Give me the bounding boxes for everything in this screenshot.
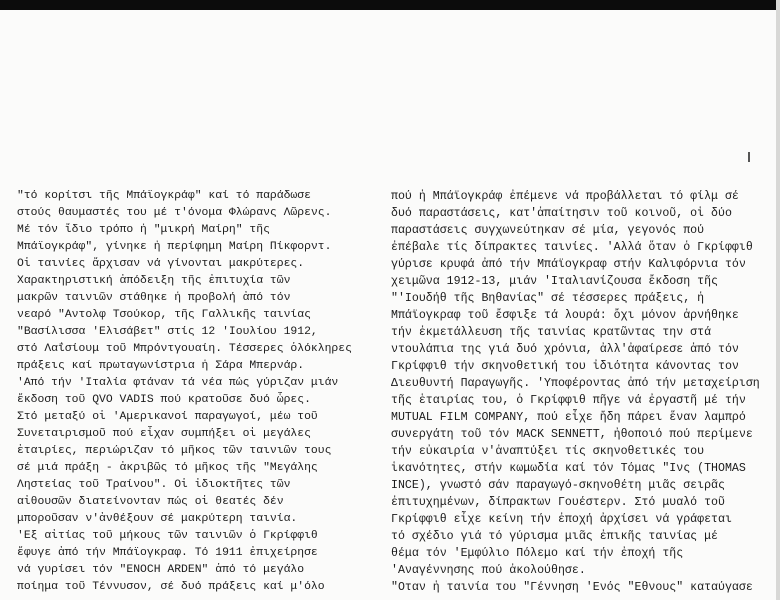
- text-line: Μπάϊογκράφ", γίνηκε ἡ περίφημη Μαίρη Πίκφορντ.: [17, 241, 332, 253]
- text-line: νά γυρίσει τόν "ENOCH ARDEN" ἀπό τό μεγάλο: [17, 564, 305, 576]
- text-line: ποίημα τοῦ Τέννυσον, σέ δυό πράξεις καί μ'όλο: [17, 581, 325, 593]
- text-line: στό Λαΐσίουμ τοῦ Μπρόντγουαίη. Τέσσερες ὁλόκληρες: [17, 343, 352, 355]
- text-line: τήν εὐκαιρία ν'ἀναπτύξει τίς σκηνοθετικές του: [391, 445, 705, 458]
- text-line: Ληστείας τοῦ Τραίνου". Οἱ ἰδιοκτῆτες τῶν: [17, 479, 291, 491]
- text-line: Γκρίφφιθ τήν σκηνοθετική του ἰδιότητα κάνοντας τον: [391, 360, 739, 373]
- text-line: Μέ τόν ἴδιο τρόπο ἡ "μικρή Μαίρη" τῆς: [17, 224, 270, 236]
- text-line: δυό παραστάσεις, κατ'ἀπαίτησιν τοῦ κοινοῦ, οἱ δύο: [391, 207, 732, 220]
- text-line: σέ μιά πράξη - ἀκριβῶς τό μῆκος τῆς "Μεγάλης: [17, 462, 318, 474]
- text-line: ἐπέβαλε τίς δίπρακτες ταινίες. 'Αλλά ὅταν ὁ Γκρίφφιθ: [391, 241, 753, 254]
- text-line: αἰθουσῶν διατείνονταν πώς οἱ θεατές δέν: [17, 496, 284, 508]
- scan-top-border: [0, 0, 780, 10]
- text-line: νεαρό "Αντολφ Τσούκορ, τῆς Γαλλικῆς ταινίας: [17, 309, 311, 321]
- page-right-edge: [776, 0, 780, 600]
- text-line: πού ἡ Μπάϊογκράφ ἐπέμενε νά προβάλλεται τό φίλμ σέ: [391, 190, 739, 203]
- text-line: τῆς ἑταιρίας του, ὁ Γκρίφφιθ πῆγε νά ἐργαστῆ μέ τήν: [391, 394, 746, 407]
- text-line: τήν ἐκμετάλλευση τῆς ταινίας κρατῶντας την στά: [391, 326, 712, 339]
- text-line: 'Εξ αἰτίας τοῦ μήκους τῶν ταινιῶν ὁ Γκρίφφιθ: [17, 530, 318, 542]
- text-line: "Βασίλισσα 'Ελισάβετ" στίς 12 'Ιουλίου 1912,: [17, 326, 318, 338]
- text-line: "'Ιουδήθ τῆς Βηθανίας" σέ τέσσερες πράξεις, ἡ: [391, 292, 705, 305]
- text-line: στούς θαυμαστές του μέ τ'όνομα Φλώρανς Λῶρενς.: [17, 207, 332, 219]
- text-line: χειμῶνα 1912-13, μιάν 'Ιταλιανίζουσα ἔκδοση τῆς: [391, 275, 718, 288]
- text-line: 'Αναγέννησης πού ἀκολούθησε.: [391, 564, 586, 577]
- text-line: ντουλάπια της γιά δυό χρόνια, ἀλλ'ἀφαίρεσε ἀπό τόν: [391, 343, 739, 356]
- text-line: Χαρακτηριστική ἀπόδειξη τῆς ἐπιτυχία τῶν: [17, 275, 291, 287]
- text-line: "Οταν ἡ ταινία του "Γέννηση 'Ενός "Εθνους" καταύγασε: [391, 581, 753, 594]
- text-line: Συνεταιρισμοῦ πού εἶχαν συμπήξει οἱ μεγάλες: [17, 428, 311, 440]
- text-line: παραστάσεις συγχωνεύτηκαν σέ μία, γεγονός πού: [391, 224, 705, 237]
- text-line: θέμα τόν 'Εμφύλιο Πόλεμο καί τήν ἐποχή τῆς: [391, 547, 684, 560]
- margin-mark: [748, 152, 750, 162]
- text-line: ἔκδοση τοῦ QVO VADIS πού κρατοῦσε δυό ὧρες.: [17, 394, 311, 406]
- text-line: "τό κορίτσι τῆς Μπάϊογκράφ" καί τό παράδωσε: [17, 190, 311, 202]
- text-line: Γκρίφφιθ εἶχε κείνη τήν ἐποχή ἀρχίσει νά γράφεται: [391, 513, 732, 526]
- right-text-column: [391, 188, 766, 596]
- text-line: INCE), γνωστό σάν παραγωγό-σκηνοθέτη μιᾶς σειρᾶς: [391, 479, 725, 492]
- text-line: ἔφυγε ἀπό τήν Μπάϊογκραφ. Τό 1911 ἐπιχείρησε: [17, 547, 318, 559]
- text-line: τό σχέδιο γιά τό γύρισμα μιᾶς ἐπικῆς ταινίας μέ: [391, 530, 718, 543]
- text-line: μακρῶν ταινιῶν στάθηκε ἡ προβολή ἀπό τόν: [17, 292, 291, 304]
- text-line: Οἱ ταινίες ἄρχισαν νά γίνονται μακρύτερες.: [17, 258, 305, 270]
- text-line: Στό μεταξύ οἱ 'Αμερικανοί παραγωγοί, μέω τοῦ: [17, 411, 318, 423]
- text-line: Διευθυντή Παραγωγῆς. 'Υποφέροντας ἀπό τήν μεταχείριση: [391, 377, 760, 390]
- text-line: Μπάϊογκραφ τοῦ ἔσφιξε τά λουρά: ὄχι μόνον ἀρνήθηκε: [391, 309, 739, 322]
- text-line: 'Από τήν 'Ιταλία φτάναν τά νέα πώς γύριζαν μιάν: [17, 377, 339, 389]
- text-line: MUTUAL FILM COMPANY, πού εἶχε ἤδη πάρει ἕναν λαμπρό: [391, 411, 746, 424]
- text-line: ἱκανότητες, στήν κωμωδία καί τόν Τόμας "Ινς (THOMAS: [391, 462, 746, 475]
- text-line: γύρισε κρυφά ἀπό τήν Μπάϊογκραφ στήν Καλιφόρνια τόν: [391, 258, 746, 271]
- left-text-column: [17, 188, 375, 596]
- text-line: συνεργάτη τοῦ τόν MACK SENNETT, ἠθοποιό πού περίμενε: [391, 428, 753, 441]
- text-line: μποροῦσαν ν'ἀνθέξουν σέ μακρύτερη ταινία.: [17, 513, 298, 525]
- text-line: ἐπιτυχημένων, δίπρακτων Γουέστερν. Στό μυαλό τοῦ: [391, 496, 725, 509]
- text-line: πράξεις καί πρωταγωνίστρια ἡ Σάρα Μπερνάρ.: [17, 360, 305, 372]
- text-line: ἑταιρίες, περιώριζαν τό μῆκος τῶν ταινιῶν τους: [17, 445, 332, 457]
